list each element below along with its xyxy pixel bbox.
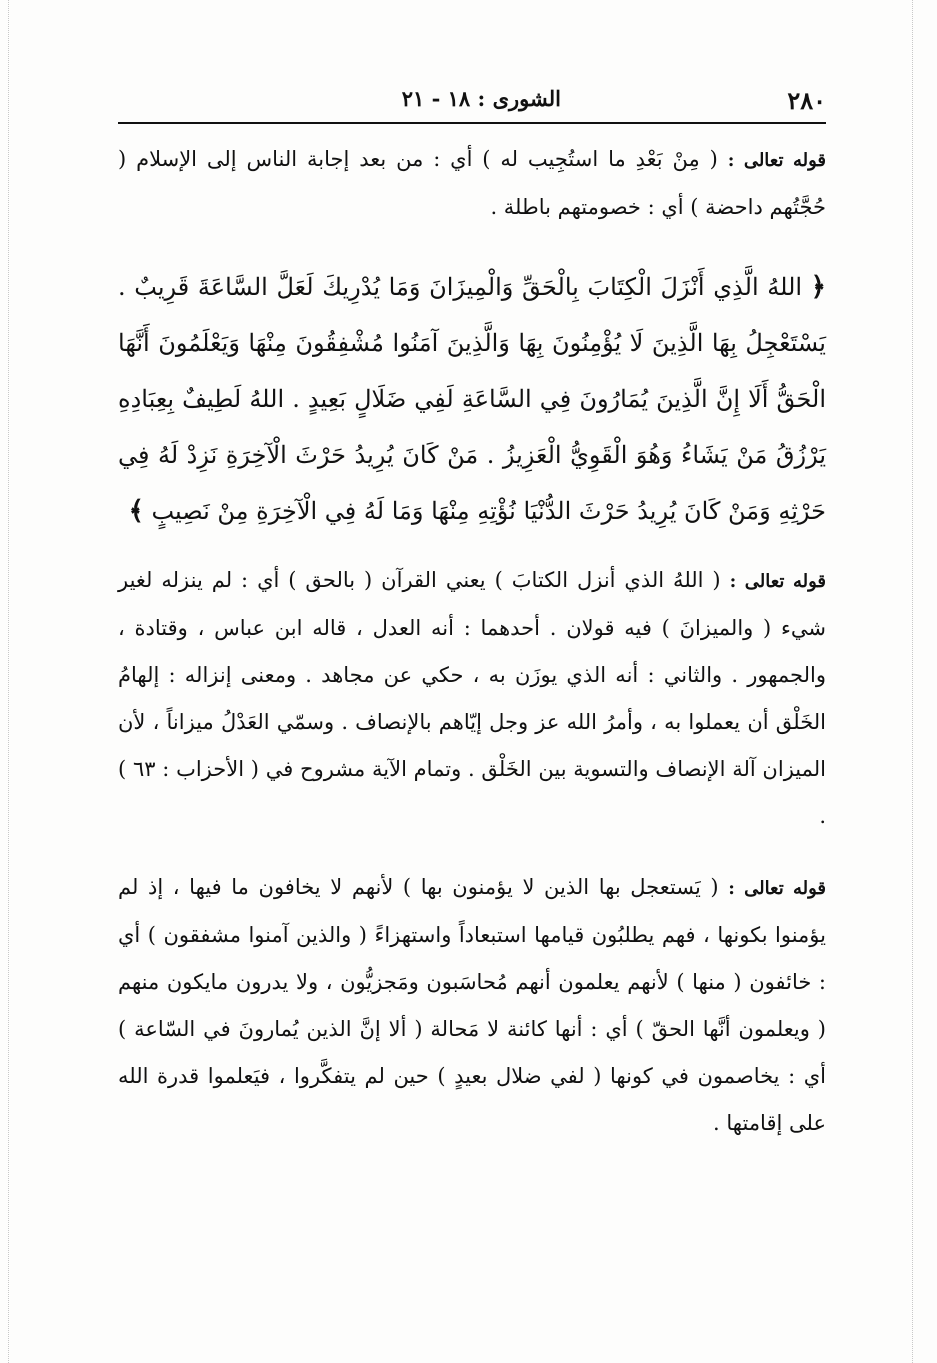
scan-edge-left [8, 0, 9, 1363]
scan-edge-right [912, 0, 913, 1363]
spacer [118, 539, 826, 557]
quran-text: اللهُ الَّذِي أَنْزَلَ الْكِتَابَ بِالْحَقِّ وَالْمِيزَانَ وَمَا يُدْرِيكَ لَعَلَّ السَّاعَةَ قَرِيبٌ . يَسْتَعْجِلُ بِهَا الَّذِينَ لَا يُؤْمِنُونَ بِهَا وَالَّذِينَ آمَنُوا مُشْفِقُونَ مِنْهَا وَيَعْلَمُونَ أَنَّهَا الْحَقُّ أَلَا إِنَّ الَّذِينَ يُمَارُونَ فِي السَّاعَةِ لَفِي ضَلَالٍ بَعِيدٍ . اللهُ لَطِيفٌ بِعِبَادِهِ يَرْزُقُ مَنْ يَشَاءُ وَهُوَ الْقَوِيُّ الْعَزِيزُ . مَنْ كَانَ يُرِيدُ حَرْثَ الْآخِرَةِ نَزِدْ لَهُ فِي حَرْثِهِ وَمَنْ كَانَ يُرِيدُ حَرْثَ الدُّنْيَا نُؤْتِهِ مِنْهَا وَمَا لَهُ فِي الْآخِرَةِ مِنْ نَصِيبٍ [118, 273, 826, 525]
page-body [118, 136, 826, 1147]
commentary-text: ( يَستعجل بها الذين لا يؤمنون بها ) لأنهم لا يخافون ما فيها ، إذ لم يؤمنوا بكونها ، فهم يطلبُون قيامها استبعاداً واستهزاءً ( والذين آمنوا مشفقون ) أي : خائفون ( منها ) لأنهم يعلمون أنهم مُحاسَبون ومَجزيُّون ، ولا يدرون مايكون منهم ( ويعلمون أنَّها الحقّ ) أي : أنها كائنة لا مَحالة ( ألا إنَّ الذين يُمارونَ في السّاعة ) أي : يخاصمون في كونها ( لفي ضلال بعيدٍ ) حين لم يتفكَّروا ، فيَعلموا قدرة الله على إقامتها . [118, 875, 826, 1135]
ornate-bracket-close-icon: ﴾ [128, 496, 144, 526]
spacer [118, 840, 826, 864]
header-rule [118, 122, 826, 124]
commentary-paragraph-3 [118, 864, 826, 1147]
page-header [118, 84, 826, 122]
commentary-text: ( اللهُ الذي أنزل الكتابَ ) يعني القرآن ( بالحق ) أي : لم ينزله لغير شيء ( والميزانَ ) فيه قولان . أحدهما : أنه العدل ، قاله ابن عباس ، وقتادة ، والجمهور . والثاني : أنه الذي يوزَن به ، حكي عن مجاهد . ومعنى إنزاله : إلهامُ الخَلْق أن يعملوا به ، وأمرُ الله عز وجل إيّاهم بالإنصاف . وسمّي العَدْلُ ميزاناً ، لأن الميزان آلة الإنصاف والتسوية بين الخَلْق . وتمام الآية مشروح في ( الأحزاب : ٦٣ ) . [118, 568, 826, 828]
commentary-paragraph-2 [118, 557, 826, 840]
page-number: ٢٨٠ [787, 86, 826, 115]
commentary-lead: قوله تعالى : [728, 878, 826, 899]
spacer [118, 231, 826, 249]
quran-verses [118, 259, 826, 539]
running-title: الشورى : ١٨ - ٢١ [401, 86, 561, 111]
commentary-lead: قوله تعالى : [729, 571, 826, 592]
commentary-lead: قوله تعالى : [727, 150, 826, 171]
commentary-text: ( مِنْ بَعْدِ ما استُجِيب له ) أي : من بعد إجابة الناس إلى الإسلام ( حُجَّتُهم داحضة ) أي : خصومتهم باطلة . [118, 147, 826, 219]
ornate-bracket-open-icon: ﴿ [810, 272, 826, 302]
commentary-paragraph-1 [118, 136, 826, 231]
